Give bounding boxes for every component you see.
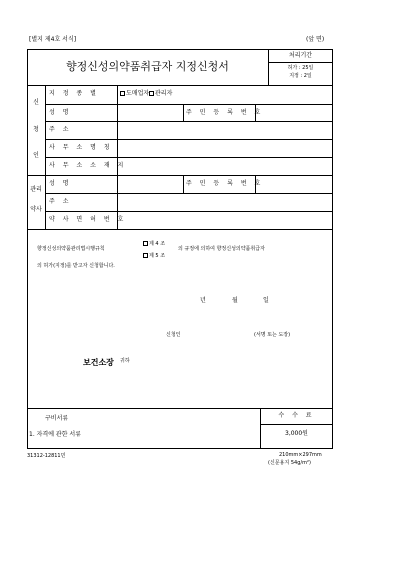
request-text: 의 허가(지정)를 받고자 신청합니다. xyxy=(37,263,115,269)
manager-rrn-field[interactable] xyxy=(256,176,332,192)
applicant-rrn-field[interactable] xyxy=(256,105,332,120)
addressee-suffix: 귀하 xyxy=(120,358,130,364)
processing-period-permit: 허가 : 25일 xyxy=(287,65,314,71)
office-location-label: 사 무 소 소 재 지 xyxy=(49,162,127,169)
applicant-group-char-1: 신 xyxy=(33,99,39,106)
form-title: 향정신성의약품취급자 지정신청서 xyxy=(66,60,229,73)
manager-name-field[interactable] xyxy=(118,176,182,192)
manager-address-field[interactable] xyxy=(118,194,332,210)
form-code: 31312-12811민 xyxy=(27,453,66,459)
fee-label: 수 수 료 xyxy=(278,412,315,419)
processing-period-designation: 지정 : 2일 xyxy=(289,73,312,79)
license-number-field[interactable] xyxy=(118,212,332,228)
paper-type: (신문용지 54g/m²) xyxy=(268,460,311,466)
manager-name-label: 성 명 xyxy=(49,180,72,187)
rule-text: 향정신성의약품관리법시행규칙 xyxy=(37,246,105,252)
article-5-option[interactable]: 제 5 조 xyxy=(143,253,165,259)
rule-suffix-text: 의 규정에 의하여 향정신성의약품취급자 xyxy=(178,246,265,252)
office-name-label: 사 무 소 명 칭 xyxy=(49,144,113,151)
applicant-group-char-3: 인 xyxy=(33,152,39,159)
article-5-checkbox[interactable] xyxy=(143,253,148,258)
manager-checkbox[interactable] xyxy=(149,91,154,96)
manager-address-label: 주 소 xyxy=(49,198,72,205)
article-4-checkbox[interactable] xyxy=(143,241,148,246)
date-year-label: 년 xyxy=(200,297,206,304)
paper-size: 210mm×297mm xyxy=(279,452,322,458)
fee-value: 3,000원 xyxy=(285,430,308,437)
applicant-signature-label: 신청인 xyxy=(166,332,181,338)
applicant-name-label: 성 명 xyxy=(49,109,72,116)
form-number: [별지 제4호 서식] xyxy=(29,36,77,43)
applicant-group-char-2: 청 xyxy=(33,126,39,133)
manager-group-line-1: 관리 xyxy=(30,186,42,193)
applicant-address-field[interactable] xyxy=(118,122,332,138)
processing-period-label: 처리기간 xyxy=(288,52,313,59)
applicant-name-field[interactable] xyxy=(118,105,182,120)
required-docs-item: 1. 자격에 관한 서류 xyxy=(29,431,82,438)
option-manager[interactable]: 관리자 xyxy=(149,91,172,97)
option-wholesaler[interactable]: 도매업자 xyxy=(120,91,149,97)
office-name-field[interactable] xyxy=(118,140,332,156)
wholesaler-checkbox[interactable] xyxy=(120,91,125,96)
article-4-option[interactable]: 제 4 조 xyxy=(143,241,165,247)
addressee: 보건소장 xyxy=(83,358,114,367)
manager-group-line-2: 약사 xyxy=(30,206,42,213)
office-location-field[interactable] xyxy=(118,158,332,174)
required-docs-title: 구비서류 xyxy=(45,415,69,422)
manager-rrn-label: 주 민 등 록 번 호 xyxy=(186,180,264,187)
page-side-label: (앞 면) xyxy=(306,36,325,43)
signature-hint: (서명 또는 도장) xyxy=(254,332,291,338)
license-number-label: 약 사 면 허 번 호 xyxy=(49,216,127,223)
date-day-label: 일 xyxy=(263,297,269,304)
applicant-address-label: 주 소 xyxy=(49,126,72,133)
date-month-label: 월 xyxy=(232,297,238,304)
designation-type-label: 지 정 종 별 xyxy=(49,90,99,97)
applicant-rrn-label: 주 민 등 록 번 호 xyxy=(186,109,264,116)
